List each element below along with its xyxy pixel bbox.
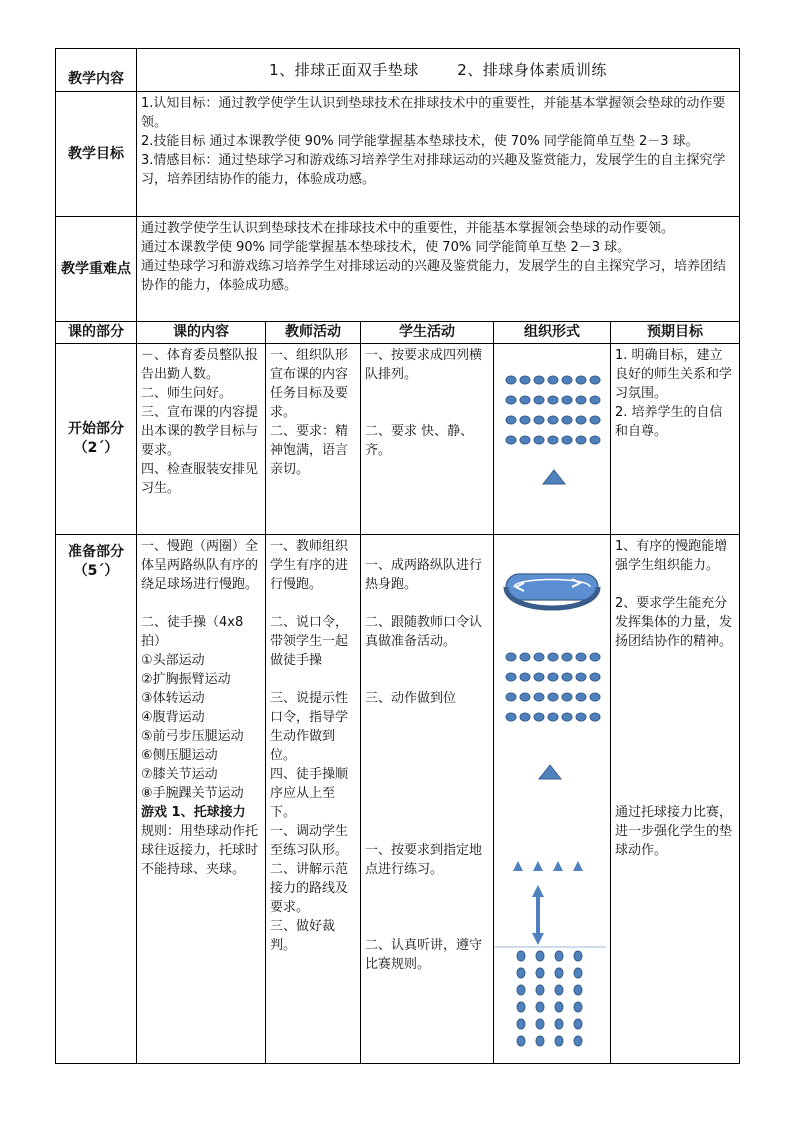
key-point-3: 通过垫球学习和游戏练习培养学生对排球运动的兴趣及鉴赏能力，发展学生的自主探究学习，培养团结协作的能力，体验成功感。 <box>141 259 727 293</box>
student-dot <box>520 396 530 404</box>
relay-leader-triangle-icon <box>573 861 583 871</box>
student-dot <box>548 416 558 424</box>
student-dot <box>506 693 516 701</box>
prep-teacher-4: 四、徒手操顺序应从上至下。 <box>270 767 349 820</box>
student-dot <box>590 653 600 661</box>
prep-student-5: 二、认真听讲，遵守比赛规则。 <box>365 938 483 972</box>
start-formation-diagram <box>494 344 611 528</box>
content-item-2: 2、排球身体素质训练 <box>457 60 607 79</box>
student-dot <box>534 396 544 404</box>
relay-student-dot <box>574 1002 582 1012</box>
start-student-2: 二、要求 快、静、齐。 <box>365 424 474 458</box>
loop-track-shape <box>506 574 598 600</box>
prep-time: （5´） <box>73 563 119 579</box>
relay-student-dot <box>536 985 544 995</box>
start-section-label <box>56 344 137 535</box>
start-teacher-2: 二、要求：精神饱满，语言亲切。 <box>270 424 349 477</box>
student-dot <box>576 396 586 404</box>
teacher-triangle-icon <box>539 765 561 779</box>
student-dot <box>576 416 586 424</box>
student-dot <box>506 713 516 721</box>
start-student-1: 一、按要求成四列横队排列。 <box>365 348 483 382</box>
relay-student-dot <box>574 1036 582 1046</box>
prep-label: 准备部分 <box>68 544 124 560</box>
student-dot <box>548 693 558 701</box>
student-dot <box>576 693 586 701</box>
key-points-label: 教学重难点 <box>56 217 137 322</box>
prep-game-rule: 规则：用垫球动作托球往返接力，托球时不能持球、夹球。 <box>141 824 259 877</box>
relay-student-dot <box>536 1036 544 1046</box>
student-dot <box>534 673 544 681</box>
relay-student-dot <box>555 1019 563 1029</box>
prep-student-1: 一、成两路纵队进行热身跑。 <box>365 558 483 592</box>
start-label: 开始部分 <box>68 421 124 437</box>
relay-arrow-down-icon <box>532 933 544 945</box>
prep-student <box>361 535 494 1064</box>
prep-exercise-2: ②扩胸振臂运动 <box>141 672 231 687</box>
student-dot <box>562 376 572 384</box>
content-item-1: 1、排球正面双手垫球 <box>269 60 419 79</box>
goal-skill: 2.技能目标 通过本课教学使 90% 同学能掌握基本垫球技术，使 70% 同学能简单互垫 2－3 球。 <box>141 134 699 149</box>
student-dot <box>562 653 572 661</box>
relay-leader-triangle-icon <box>553 861 563 871</box>
prep-content-calisthenics: 二、徒手操（4x8拍） <box>141 615 244 649</box>
relay-student-dot <box>536 1019 544 1029</box>
student-dot <box>590 376 600 384</box>
student-dot <box>576 376 586 384</box>
prep-teacher <box>266 535 361 1064</box>
student-dot <box>590 673 600 681</box>
relay-student-dot <box>555 951 563 961</box>
student-dot <box>590 693 600 701</box>
student-dot <box>506 653 516 661</box>
student-dot <box>562 396 572 404</box>
prep-teacher-7: 三、做好裁判。 <box>270 919 336 953</box>
header-teacher: 教师活动 <box>266 322 361 344</box>
start-content-3: 三、宣布课的内容提出本课的教学目标与要求。 <box>141 405 259 458</box>
header-target: 预期目标 <box>611 322 740 344</box>
lesson-plan-table <box>55 48 740 1064</box>
relay-leader-triangle-icon <box>533 861 543 871</box>
student-dot <box>520 673 530 681</box>
goal-affective: 3.情感目标：通过垫球学习和游戏练习培养学生对排球运动的兴趣及鉴赏能力，发展学生的自主探究学习，培养团结协作的能力，体验成功感。 <box>141 153 726 187</box>
start-time: （2´） <box>73 440 119 456</box>
student-dot <box>576 653 586 661</box>
start-content-4: 四、检查服装安排见习生。 <box>141 462 259 496</box>
prep-exercise-1: ①头部运动 <box>141 653 205 668</box>
prep-student-4: 一、按要求到指定地点进行练习。 <box>365 843 483 877</box>
start-teacher <box>266 344 361 535</box>
goals-text <box>137 92 740 217</box>
goal-cognitive: 1.认知目标：通过教学使学生认识到垫球技术在排球技术中的重要性，并能基本掌握领会垫球的动作要领。 <box>141 96 726 130</box>
warmup-formation <box>506 653 600 721</box>
student-dot <box>534 653 544 661</box>
prep-formation-diagram <box>494 535 611 1055</box>
prep-exercise-3: ③体转运动 <box>141 691 205 706</box>
prep-content-jog: 一、慢跑（两圈）全体呈两路纵队有序的绕足球场进行慢跑。 <box>141 539 259 592</box>
student-dot <box>534 376 544 384</box>
goals-label: 教学目标 <box>56 92 137 217</box>
student-dot <box>548 673 558 681</box>
student-dot <box>520 436 530 444</box>
student-dot <box>590 713 600 721</box>
relay-student-dot <box>555 968 563 978</box>
student-dot <box>576 713 586 721</box>
relay-student-dot <box>517 1036 525 1046</box>
relay-student-dot <box>555 1002 563 1012</box>
lesson-plan-page <box>55 48 739 1064</box>
student-dot <box>576 436 586 444</box>
prep-target <box>611 535 740 1064</box>
relay-columns-formation <box>517 951 582 1046</box>
prep-target-3: 通过托球接力比赛，进一步强化学生的垫球动作。 <box>615 805 733 858</box>
relay-student-dot <box>536 1002 544 1012</box>
relay-start-triangles <box>513 861 583 871</box>
relay-student-dot <box>536 951 544 961</box>
header-part: 课的部分 <box>56 322 137 344</box>
prep-target-1: 1、有序的慢跑能增强学生组织能力。 <box>615 539 728 573</box>
prep-teacher-1: 一、教师组织学生有序的进行慢跑。 <box>270 539 349 592</box>
prep-teacher-6: 二、讲解示范接力的路线及要求。 <box>270 862 349 915</box>
prep-teacher-3: 三、说提示性口令，指导学生动作做到位。 <box>270 691 349 763</box>
student-dot <box>590 396 600 404</box>
prep-teacher-5: 一、调动学生至练习队形。 <box>270 824 349 858</box>
relay-arrow-up-icon <box>532 885 544 897</box>
header-content: 课的内容 <box>137 322 266 344</box>
header-student: 学生活动 <box>361 322 494 344</box>
student-dot <box>590 416 600 424</box>
four-rank-formation <box>506 376 600 444</box>
relay-student-dot <box>536 968 544 978</box>
relay-student-dot <box>517 968 525 978</box>
relay-student-dot <box>517 951 525 961</box>
prep-section-label <box>56 535 137 1064</box>
student-dot <box>534 693 544 701</box>
prep-content <box>137 535 266 1064</box>
student-dot <box>548 376 558 384</box>
lesson-content-titles <box>137 49 740 92</box>
content-label: 教学内容 <box>56 49 137 92</box>
start-target-2: 2. 培养学生的自信和自尊。 <box>615 405 723 439</box>
relay-student-dot <box>517 1002 525 1012</box>
student-dot <box>562 416 572 424</box>
key-points-row <box>56 217 740 322</box>
start-target <box>611 344 740 535</box>
start-target-1: 1. 明确目标，建立良好的师生关系和学习氛围。 <box>615 348 733 401</box>
student-dot <box>506 416 516 424</box>
student-dot <box>520 713 530 721</box>
student-dot <box>534 416 544 424</box>
student-dot <box>562 693 572 701</box>
relay-student-dot <box>555 985 563 995</box>
jogging-loop-diagram <box>506 574 598 608</box>
student-dot <box>520 653 530 661</box>
student-dot <box>562 713 572 721</box>
prep-exercise-7: ⑦膝关节运动 <box>141 767 218 782</box>
relay-leader-triangle-icon <box>513 861 523 871</box>
start-teacher-1: 一、组织队形宣布课的内容任务目标及要求。 <box>270 348 349 420</box>
goals-row <box>56 92 740 217</box>
student-dot <box>520 693 530 701</box>
relay-student-dot <box>517 985 525 995</box>
student-dot <box>534 713 544 721</box>
student-dot <box>548 436 558 444</box>
content-row <box>56 49 740 92</box>
relay-student-dot <box>574 968 582 978</box>
start-content <box>137 344 266 535</box>
relay-student-dot <box>574 985 582 995</box>
student-dot <box>520 376 530 384</box>
student-dot <box>506 673 516 681</box>
start-student <box>361 344 494 535</box>
relay-student-dot <box>574 951 582 961</box>
header-form: 组织形式 <box>494 322 611 344</box>
prep-game-title: 游戏 1、托球接力 <box>141 805 246 820</box>
student-dot <box>506 376 516 384</box>
prep-student-2: 二、跟随教师口令认真做准备活动。 <box>365 615 483 649</box>
student-dot <box>576 673 586 681</box>
relay-student-dot <box>517 1019 525 1029</box>
start-formation <box>494 344 611 535</box>
column-header-row <box>56 322 740 344</box>
prep-exercise-6: ⑥侧压腿运动 <box>141 748 218 763</box>
prep-teacher-2: 二、说口令，带领学生一起做徒手操 <box>270 615 349 668</box>
prep-exercise-4: ④腹背运动 <box>141 710 205 725</box>
student-dot <box>506 436 516 444</box>
teacher-triangle-icon <box>543 470 565 484</box>
key-point-1: 通过教学使学生认识到垫球技术在排球技术中的重要性，并能基本掌握领会垫球的动作要领。 <box>141 221 675 236</box>
student-dot <box>548 396 558 404</box>
student-dot <box>562 436 572 444</box>
student-dot <box>520 416 530 424</box>
prep-formation <box>494 535 611 1064</box>
prep-exercise-5: ⑤前弓步压腿运动 <box>141 729 244 744</box>
key-point-2: 通过本课教学使 90% 同学能掌握基本垫球技术，使 70% 同学能简单互垫 2－3 球。 <box>141 240 631 255</box>
prep-section-row <box>56 535 740 1064</box>
student-dot <box>548 713 558 721</box>
relay-student-dot <box>574 1019 582 1029</box>
prep-exercise-8: ⑧手腕踝关节运动 <box>141 786 244 801</box>
relay-student-dot <box>555 1036 563 1046</box>
student-dot <box>548 653 558 661</box>
start-content-1: －、体育委员整队报告出勤人数。 <box>141 348 259 382</box>
key-points-text <box>137 217 740 322</box>
student-dot <box>562 673 572 681</box>
start-section-row <box>56 344 740 535</box>
start-content-2: 二、师生问好。 <box>141 386 233 401</box>
prep-student-3: 三、动作做到位 <box>365 691 457 706</box>
prep-target-2: 2、要求学生能充分发挥集体的力量，发扬团结协作的精神。 <box>615 596 733 649</box>
student-dot <box>534 436 544 444</box>
student-dot <box>506 396 516 404</box>
student-dot <box>590 436 600 444</box>
